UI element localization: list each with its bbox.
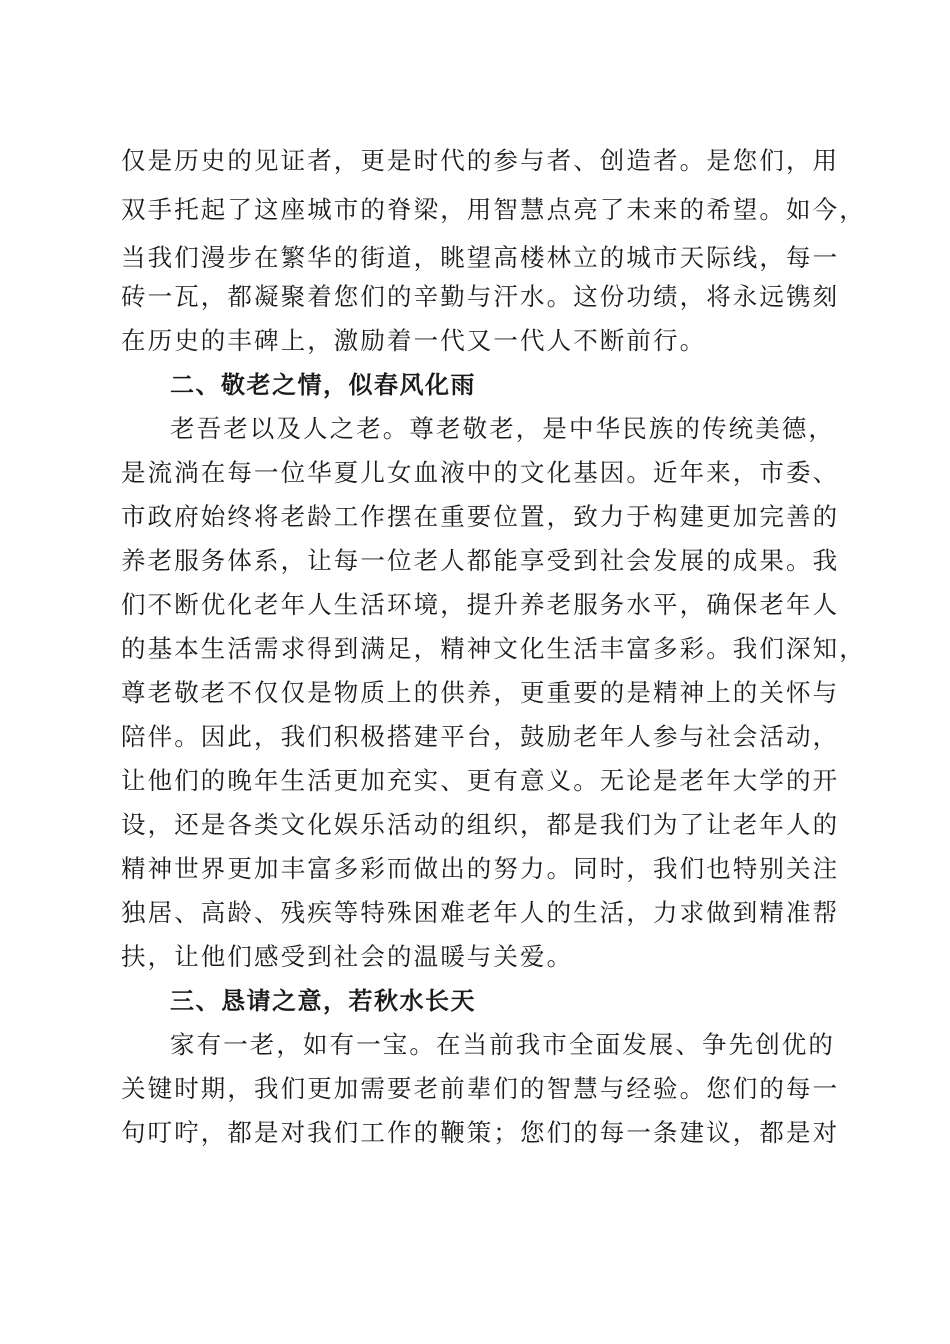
paragraph-line: 双手托起了这座城市的脊梁，用智慧点亮了未来的希望。如今， bbox=[121, 195, 866, 224]
paragraph-line: 句叮咛，都是对我们工作的鞭策；您们的每一条建议，都是对 bbox=[121, 1118, 840, 1147]
section-heading-3: 三、恳请之意，若秋水长天 bbox=[170, 987, 476, 1015]
paragraph-line: 陪伴。因此，我们积极搭建平台，鼓励老年人参与社会活动， bbox=[121, 722, 840, 751]
paragraph-line: 独居、高龄、残疾等特殊困难老年人的生活，力求做到精准帮 bbox=[121, 898, 840, 927]
paragraph-line: 仅是历史的见证者，更是时代的参与者、创造者。是您们，用 bbox=[121, 146, 840, 175]
paragraph-line: 在历史的丰碑上，激励着一代又一代人不断前行。 bbox=[121, 326, 707, 355]
paragraph-line: 家有一老，如有一宝。在当前我市全面发展、争先创优的 bbox=[170, 1030, 835, 1059]
paragraph-line: 砖一瓦，都凝聚着您们的辛勤与汗水。这份功绩，将永远镌刻 bbox=[121, 282, 840, 311]
paragraph-line: 是流淌在每一位华夏儿女血液中的文化基因。近年来，市委、 bbox=[121, 458, 840, 487]
paragraph-line: 当我们漫步在繁华的街道，眺望高楼林立的城市天际线，每一 bbox=[121, 243, 840, 272]
section-heading-2: 二、敬老之情，似春风化雨 bbox=[170, 371, 476, 399]
paragraph-line: 扶，让他们感受到社会的温暖与关爱。 bbox=[121, 942, 574, 971]
paragraph-line: 老吾老以及人之老。尊老敬老，是中华民族的传统美德， bbox=[170, 414, 835, 443]
paragraph-line: 尊老敬老不仅仅是物质上的供养，更重要的是精神上的关怀与 bbox=[121, 678, 840, 707]
paragraph-line: 养老服务体系，让每一位老人都能享受到社会发展的成果。我 bbox=[121, 546, 840, 575]
paragraph-line: 们不断优化老年人生活环境，提升养老服务水平，确保老年人 bbox=[121, 590, 840, 619]
paragraph-line: 设，还是各类文化娱乐活动的组织，都是我们为了让老年人的 bbox=[121, 810, 840, 839]
paragraph-line: 关键时期，我们更加需要老前辈们的智慧与经验。您们的每一 bbox=[121, 1074, 840, 1103]
paragraph-line: 的基本生活需求得到满足，精神文化生活丰富多彩。我们深知， bbox=[121, 634, 866, 663]
paragraph-line: 市政府始终将老龄工作摆在重要位置，致力于构建更加完善的 bbox=[121, 502, 840, 531]
paragraph-line: 精神世界更加丰富多彩而做出的努力。同时，我们也特别关注 bbox=[121, 854, 840, 883]
paragraph-line: 让他们的晚年生活更加充实、更有意义。无论是老年大学的开 bbox=[121, 766, 840, 795]
